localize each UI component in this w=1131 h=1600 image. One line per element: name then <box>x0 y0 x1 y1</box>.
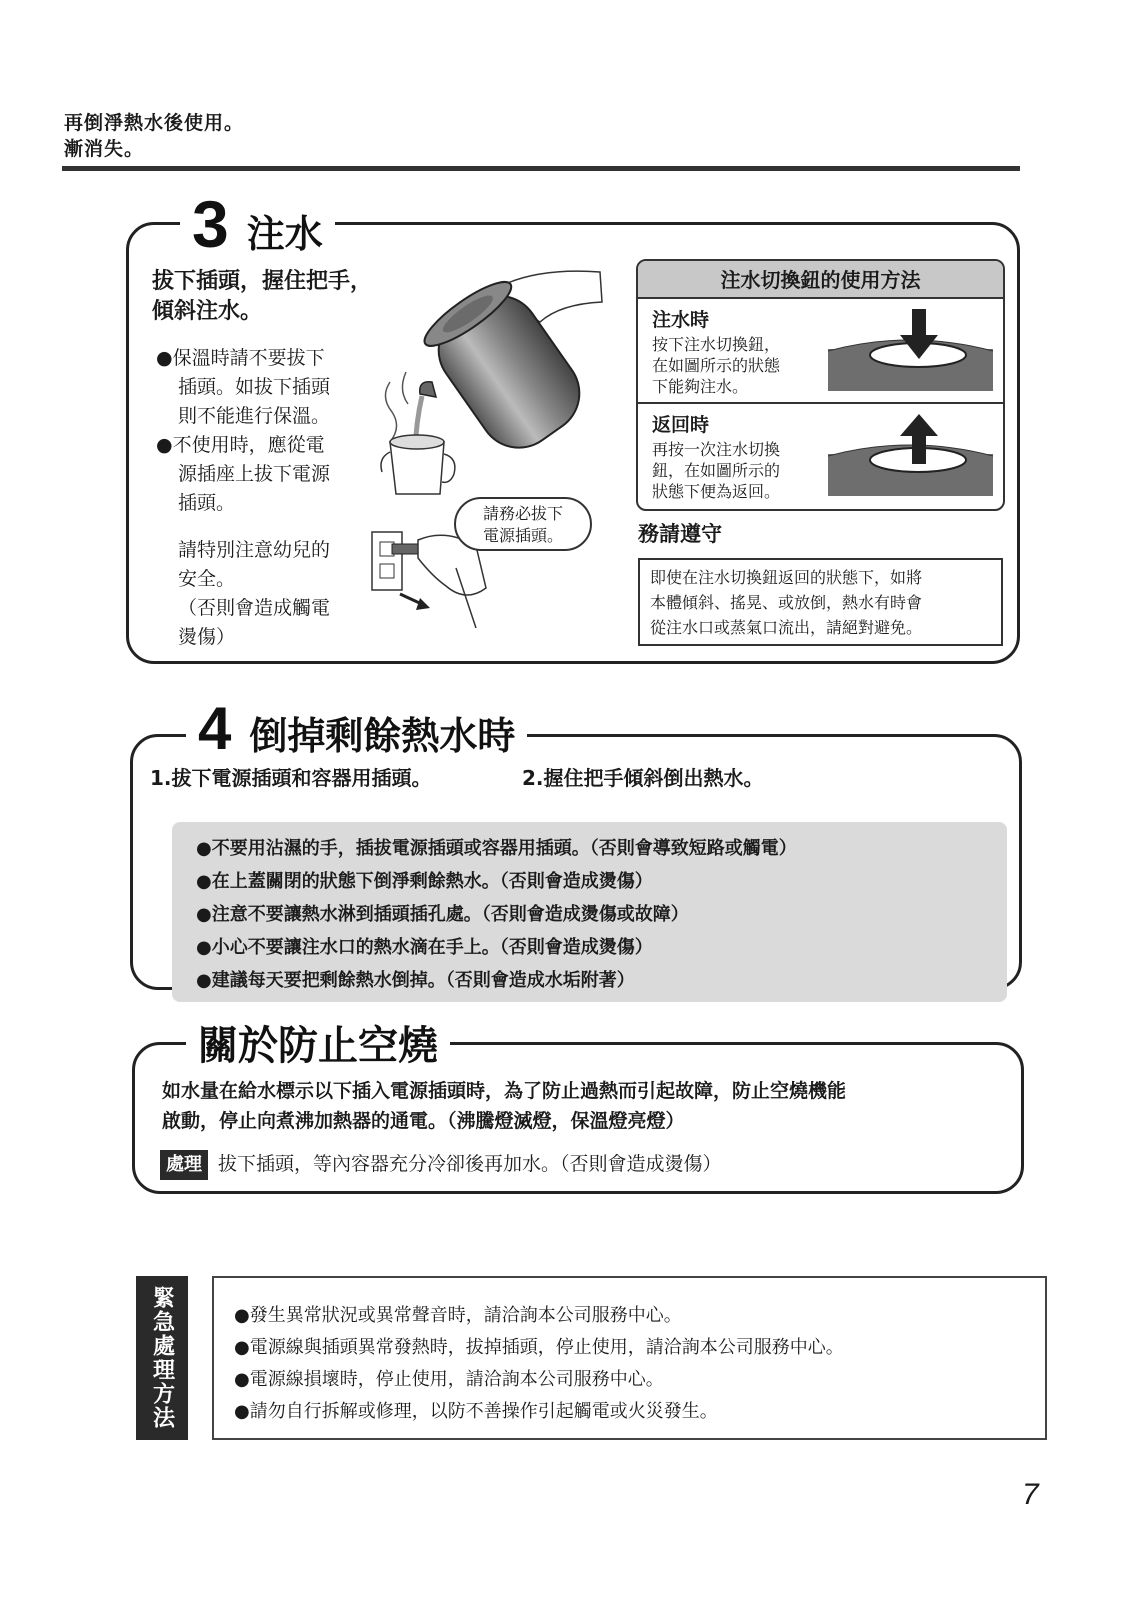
desc-line: 按下注水切換鈕， <box>652 335 781 354</box>
warning-item: ●在上蓋關閉的狀態下倒淨剩餘熱水。（否則會造成燙傷） <box>196 871 653 892</box>
emergency-item: ●電源線損壞時，停止使用，請洽詢本公司服務中心。 <box>234 1369 664 1390</box>
warning-item: ●建議每天要把剩餘熱水倒掉。（否則會造成水垢附著） <box>196 970 635 991</box>
speech-bubble-line: 電源插頭。 <box>482 526 563 545</box>
notice-line: 即使在注水切換鈕返回的狀態下，如將 <box>650 568 923 587</box>
panel-row-return <box>638 404 1003 509</box>
child-warning-line: 請特別注意幼兒的 <box>178 539 331 561</box>
desc-line: 狀態下便為返回。 <box>652 481 781 501</box>
dry-boil-desc-line: 啟動，停止向煮沸加熱器的通電。（沸騰燈滅燈，保溫燈亮燈） <box>162 1110 685 1132</box>
emergency-box <box>212 1276 1047 1440</box>
notice-title: 務請遵守 <box>638 522 722 546</box>
dry-boil-title: 關於防止空燒 <box>198 1023 438 1069</box>
pour-label: 注水時 <box>652 309 710 331</box>
notice-box <box>638 558 1003 646</box>
section-4-step-1: 1.拔下電源插頭和容器用插頭。 <box>150 766 432 790</box>
press-up-arrow-icon <box>828 414 993 496</box>
switch-usage-panel <box>636 259 1005 511</box>
note-line: 則不能進行保溫。 <box>178 405 331 427</box>
emergency-item: ●電源線與插頭異常發熱時，拔掉插頭，停止使用，請洽詢本公司服務中心。 <box>234 1337 844 1358</box>
warning-item: ●不要用沾濕的手，插拔電源插頭或容器用插頭。（否則會導致短路或觸電） <box>196 838 797 859</box>
note-line: 插頭。 <box>178 492 236 514</box>
note-line: ●保溫時請不要拔下 <box>156 347 325 369</box>
main-instruction-1: 拔下插頭，握住把手， <box>152 269 373 294</box>
header-line-2: 漸消失。 <box>64 138 145 160</box>
dry-boil-description <box>162 1076 846 1136</box>
emergency-tab: 緊急處理方法 <box>136 1276 188 1440</box>
notice-line: 從注水口或蒸氣口流出，請絕對避免。 <box>650 617 923 637</box>
note-line: 源插座上拔下電源 <box>178 463 331 485</box>
desc-line: 鈕，在如圖所示的 <box>652 460 781 480</box>
main-instruction-2: 傾斜注水。 <box>152 299 263 324</box>
dry-boil-action <box>160 1150 722 1180</box>
warning-item: ●注意不要讓熱水淋到插頭插孔處。（否則會造成燙傷或故障） <box>196 904 689 925</box>
desc-line: 再按一次注水切換 <box>652 440 781 459</box>
page-number: 7 <box>1022 1478 1039 1511</box>
action-text: 拔下插頭，等內容器充分冷卻後再加水。（否則會造成燙傷） <box>218 1153 722 1175</box>
section-4-step-2: 2.握住把手傾斜倒出熱水。 <box>522 766 764 790</box>
section-4-title: 倒掉剩餘熱水時 <box>249 714 516 758</box>
child-warning-line: （否則會造成觸電 <box>178 597 331 619</box>
emergency-item: ●發生異常狀況或異常聲音時，請洽詢本公司服務中心。 <box>234 1305 682 1326</box>
kettle-pouring-illustration <box>370 262 620 502</box>
child-warning-line: 燙傷） <box>178 626 236 648</box>
section-3-number: 3 <box>192 187 229 261</box>
section-3-notes <box>156 344 330 518</box>
section-3-title: 注水 <box>246 212 323 256</box>
note-line: 插頭。如拔下插頭 <box>178 376 331 398</box>
desc-line: 下能夠注水。 <box>652 376 749 396</box>
emergency-item: ●請勿自行拆解或修理，以防不善操作引起觸電或火災發生。 <box>234 1401 718 1422</box>
section-4-warnings <box>172 822 1007 1002</box>
top-divider <box>62 166 1020 171</box>
notice-line: 本體傾斜、搖晃、或放倒，熱水有時會 <box>650 592 923 612</box>
press-down-arrow-icon <box>828 309 993 391</box>
desc-line: 在如圖所示的狀態 <box>652 355 781 375</box>
dry-boil-desc-line: 如水量在給水標示以下插入電源插頭時，為了防止過熱而引起故障，防止空燒機能 <box>162 1080 847 1102</box>
dry-boil-heading <box>186 1014 450 1074</box>
speech-bubble-line: 請務必拔下 <box>482 504 563 523</box>
action-tag: 處理 <box>160 1150 208 1180</box>
section-4-number: 4 <box>198 695 232 762</box>
return-label: 返回時 <box>652 414 710 436</box>
warning-item: ●小心不要讓注水口的熱水滴在手上。（否則會造成燙傷） <box>196 937 653 958</box>
return-description <box>652 440 830 502</box>
panel-title: 注水切換鈕的使用方法 <box>638 261 1003 299</box>
child-warning-line: 安全。 <box>178 568 236 590</box>
note-line: ●不使用時，應從電 <box>156 434 325 456</box>
header-line-1: 再倒淨熱水後使用。 <box>64 112 245 134</box>
pour-description <box>652 335 830 397</box>
section-3-heading <box>180 186 335 261</box>
section-4-heading <box>186 694 527 766</box>
child-warning <box>178 536 330 652</box>
panel-row-pour <box>638 299 1003 404</box>
speech-bubble <box>454 497 592 551</box>
